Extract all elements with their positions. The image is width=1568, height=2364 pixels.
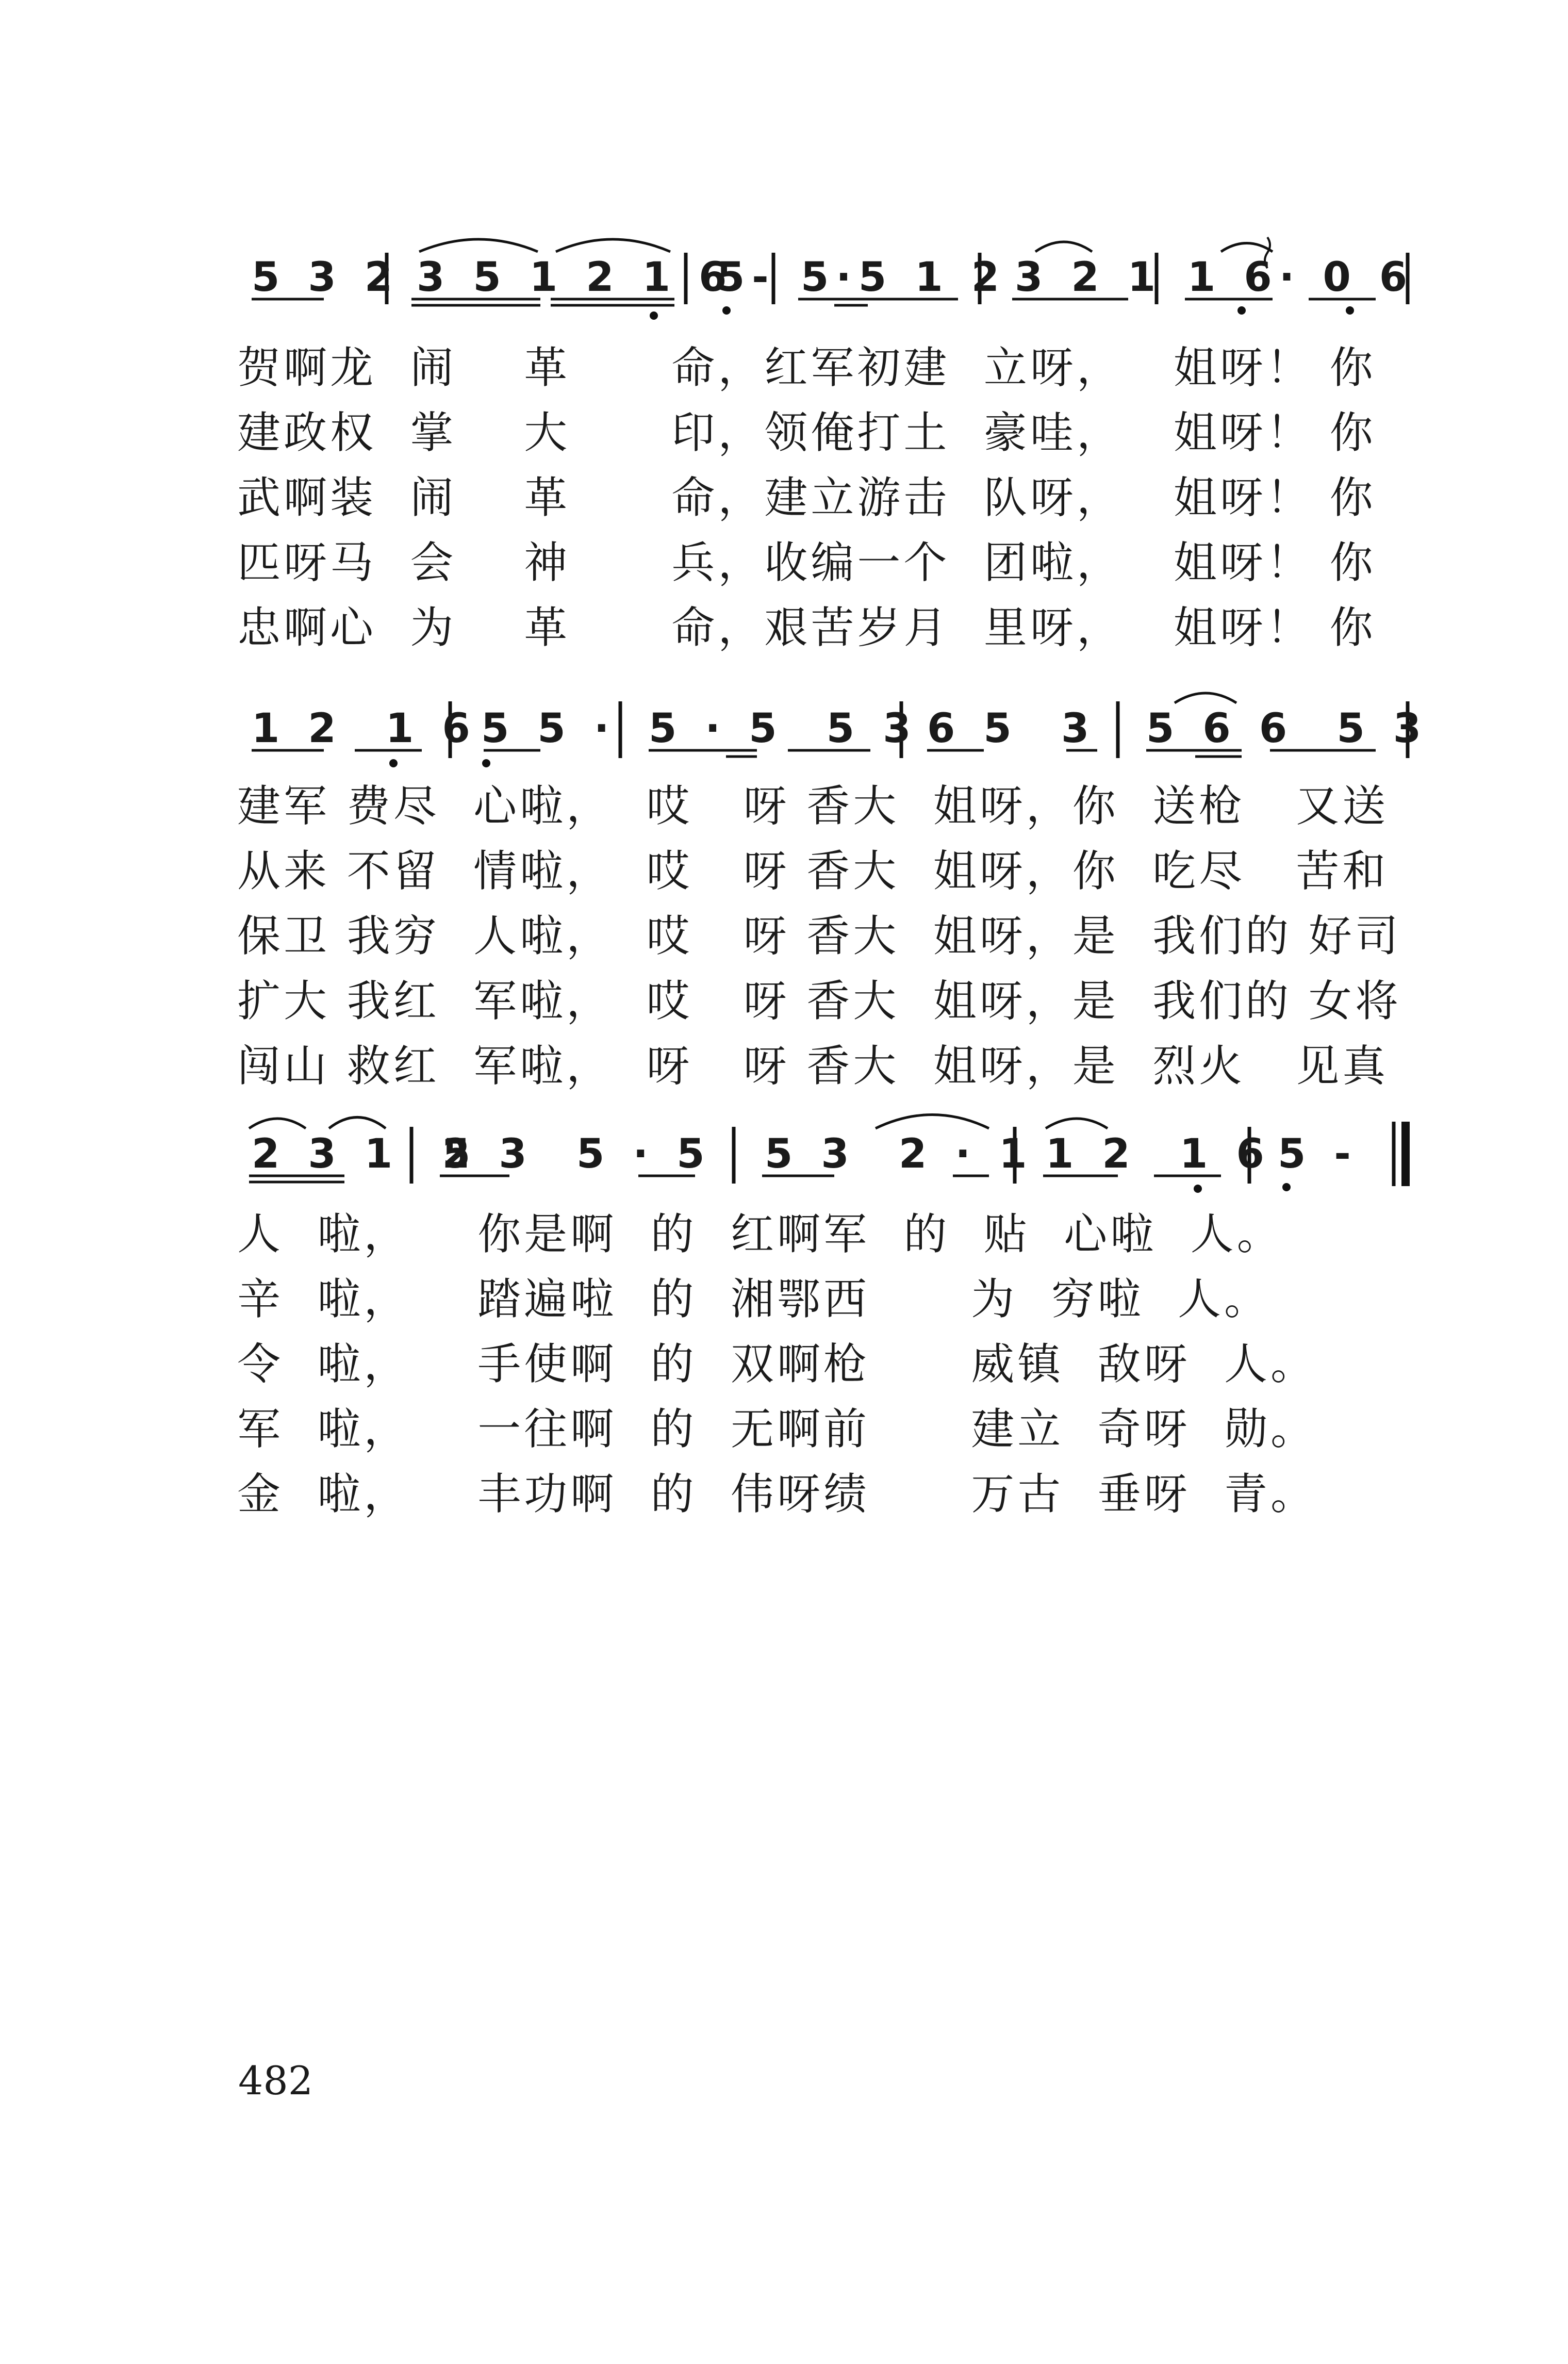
measure: 5 · 5 5 3 xyxy=(649,705,918,752)
measure: 5- xyxy=(717,254,776,301)
lyrics-block-3 xyxy=(237,1202,1418,1526)
notation-row-1 xyxy=(241,222,1415,330)
lyric-line: 扩大 我红 军啦， 哎 呀 香大 姐呀，是 我们的 女将 xyxy=(237,976,1401,1026)
measure: 5 3 5 · 5 xyxy=(442,1131,712,1177)
lyric-line: 令 啦， 手使啊 的 双啊枪 威镇 敌呀 人。 xyxy=(237,1339,1317,1389)
measure: 3 2 1 xyxy=(1015,254,1163,301)
lyric-line: 闯山 救红 军啦， 呀 呀 香大 姐呀，是 烈火 见真 xyxy=(237,1041,1389,1091)
measure: 2 3 1 2 xyxy=(252,1131,477,1177)
notation-row-2 xyxy=(241,673,1429,781)
lyric-line: 军 啦， 一往啊 的 无啊前 建立 奇呀 勋。 xyxy=(237,1404,1317,1454)
lyric-line: 建军 费尽 心啦， 哎 呀 香大 姐呀，你 送枪 又送 xyxy=(237,781,1389,831)
lyric-line: 匹呀马 会 神 兵，收编一个 团啦， 姐呀！ 你 xyxy=(237,537,1376,588)
lyric-line: 辛 啦， 踏遍啦 的 湘鄂西 为 穷啦 人。 xyxy=(237,1274,1271,1324)
lyric-line: 金 啦， 丰功啊 的 伟呀绩 万古 垂呀 青。 xyxy=(237,1469,1317,1519)
page-number: 482 xyxy=(238,2058,313,2104)
measure: 1 2 1 6 xyxy=(1046,1131,1272,1177)
measure: 3 5 1 2 1 6 xyxy=(417,254,734,301)
lyric-line: 保卫 我穷 人啦， 哎 呀 香大 姐呀，是 我们的 好司 xyxy=(237,911,1401,961)
notation-row-3 xyxy=(241,1098,1412,1207)
lyrics-block-1 xyxy=(237,335,1418,660)
measure: 1 6· 0 6 xyxy=(1187,254,1415,301)
lyrics-block-2 xyxy=(237,774,1418,1098)
lyric-line: 人 啦， 你是啊 的 红啊军 的 贴 心啦 人。 xyxy=(237,1209,1283,1259)
lyric-line: 武啊装 闹 革 命，建立游击 队呀， 姐呀！ 你 xyxy=(237,472,1376,523)
lyric-line: 建政权 掌 大 印，领俺打土 豪哇， 姐呀！ 你 xyxy=(237,407,1376,458)
measure: 5 - xyxy=(1278,1131,1358,1177)
measure: 1 2 1 6 xyxy=(252,705,477,752)
measure: 6 5 3 xyxy=(927,705,1097,752)
lyric-line: 贺啊龙 闹 革 命，红军初建 立呀， 姐呀！ 你 xyxy=(237,342,1376,393)
measure: 5·5 1 2 xyxy=(801,254,1007,301)
lyric-line: 忠啊心 为 革 命，艰苦岁月 里呀， 姐呀！ 你 xyxy=(237,602,1376,653)
measure: 5 3 2 xyxy=(252,254,400,301)
measure: 5 5 · xyxy=(481,705,617,752)
measure: 5 3 2 · 1 xyxy=(765,1131,1034,1177)
lyric-line: 从来 不留 情啦， 哎 呀 香大 姐呀，你 吃尽 苦和 xyxy=(237,846,1389,896)
measure: 5 6 6 5 3 xyxy=(1146,705,1429,752)
